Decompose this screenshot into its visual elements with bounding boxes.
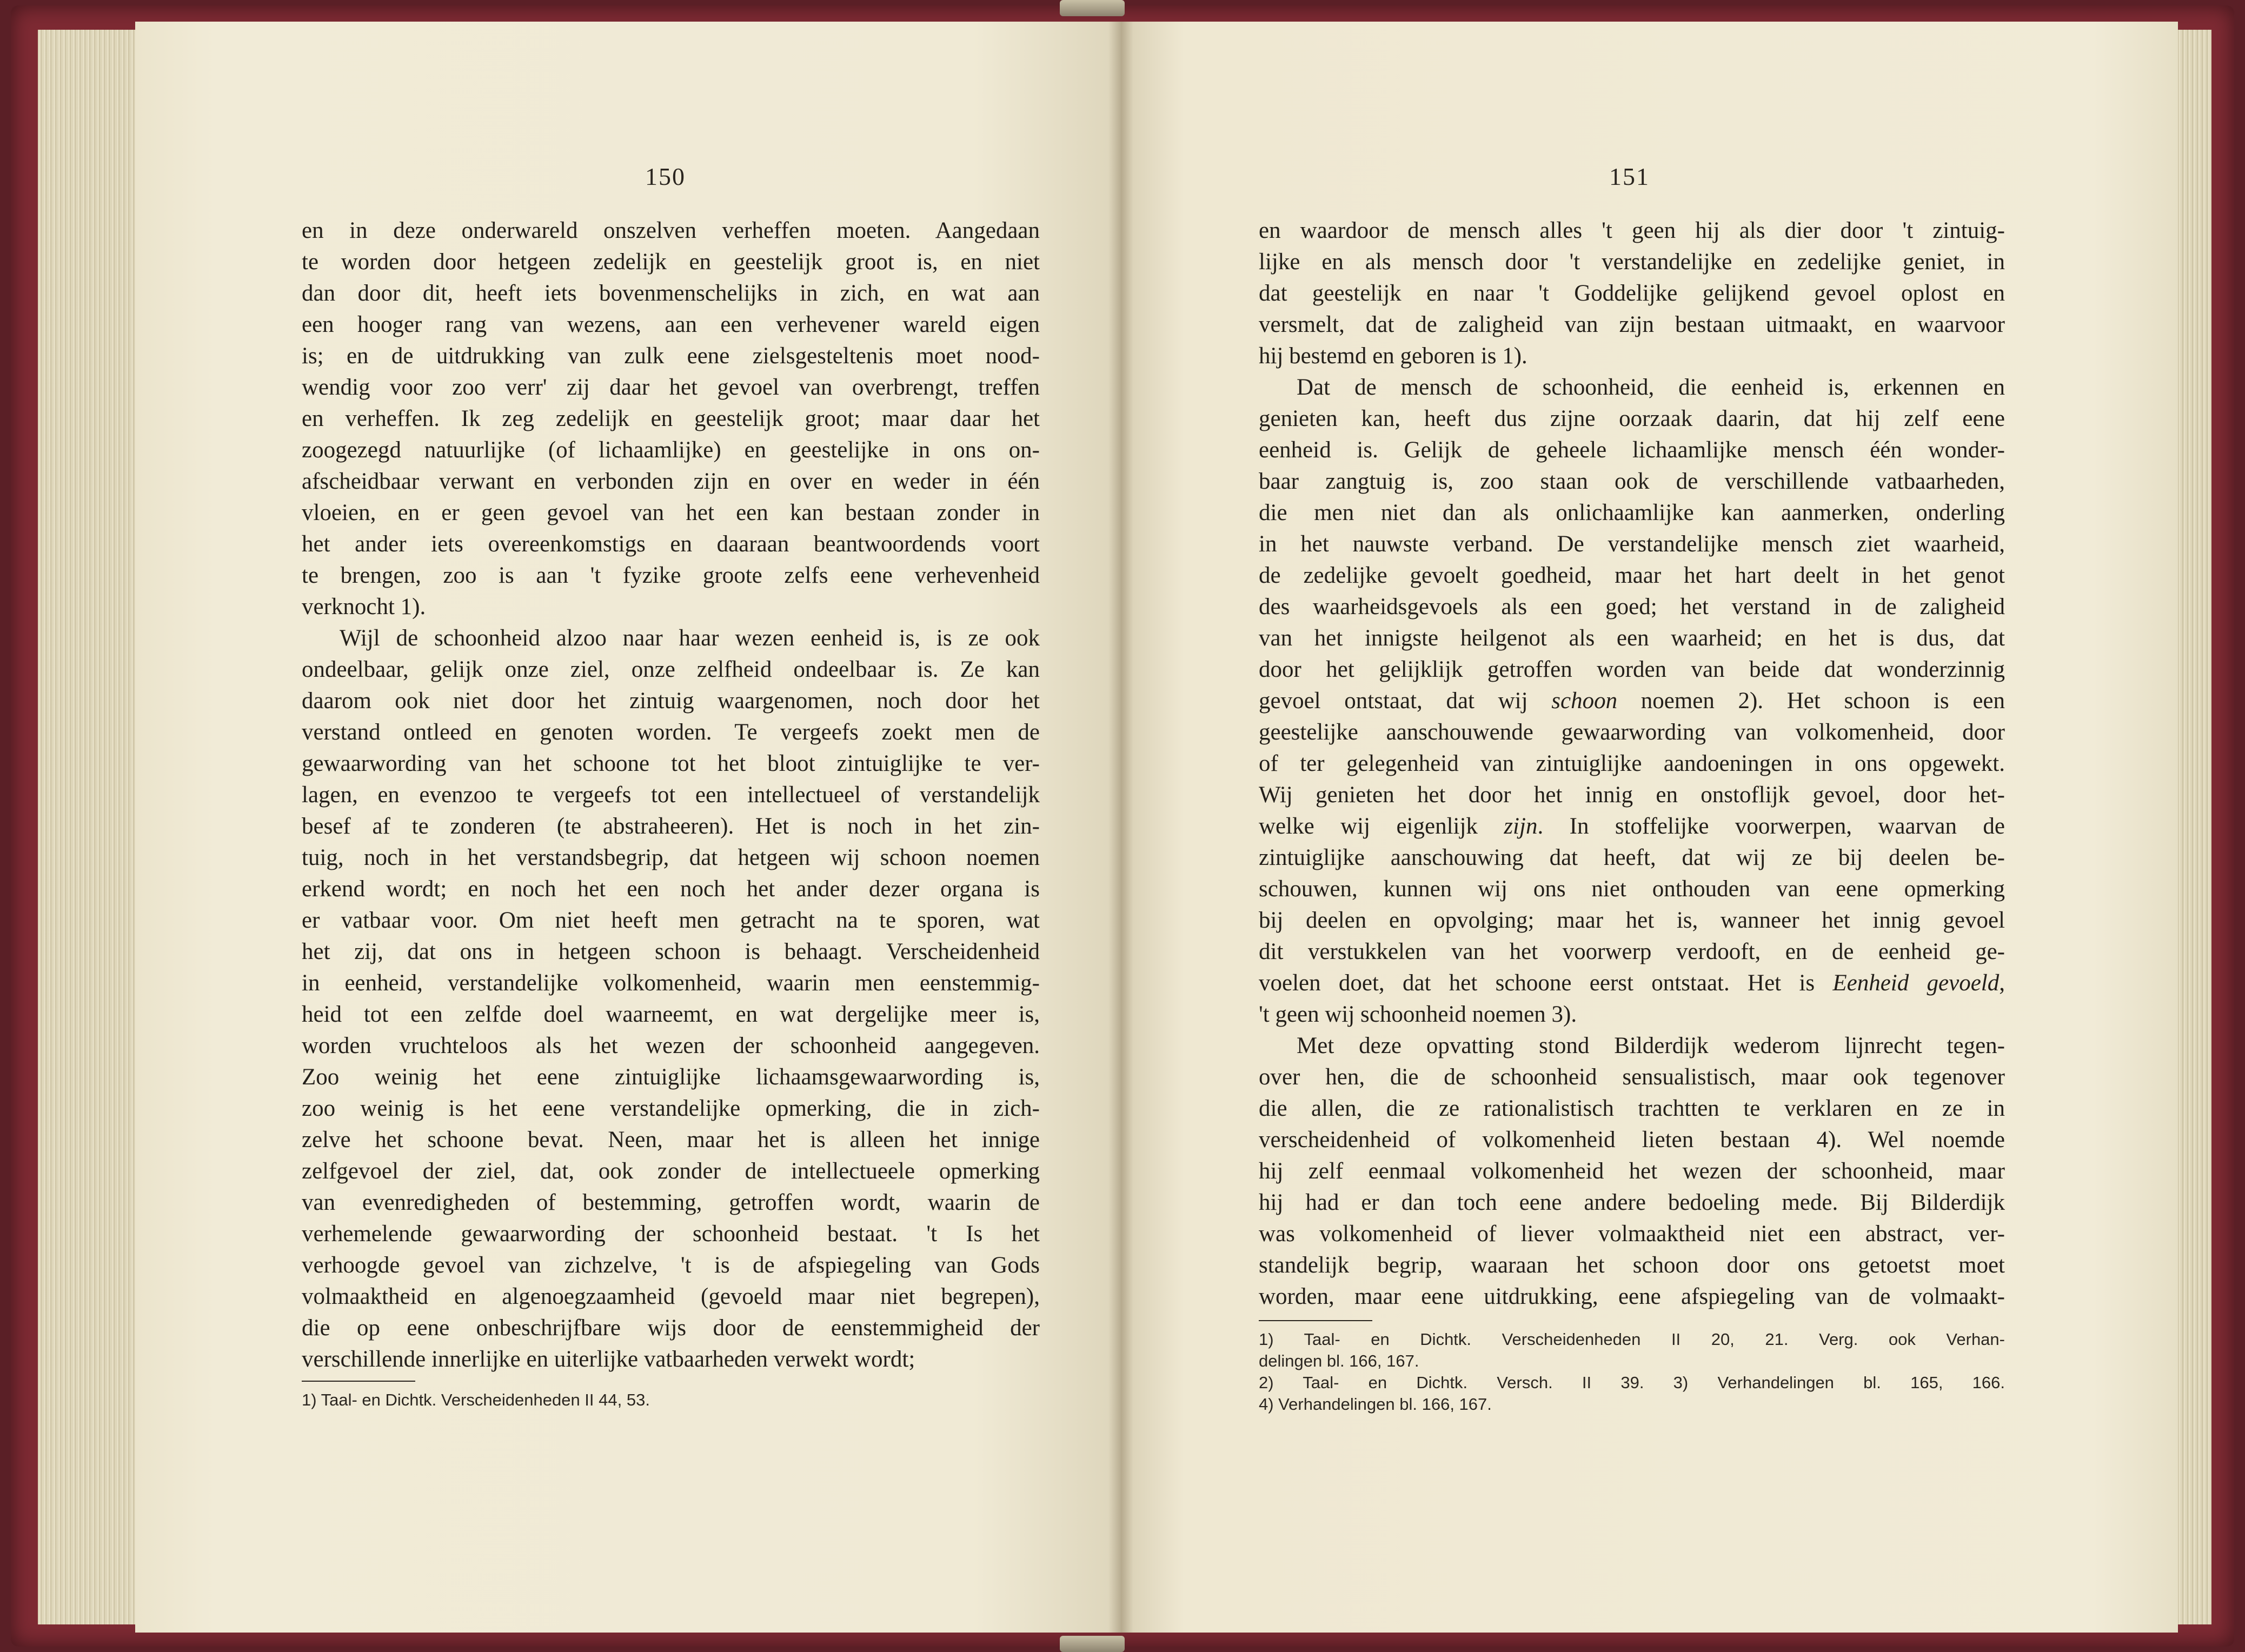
- text-line: genieten kan, heeft dus zijne oorzaak daarin, dat hij zelf eene: [1259, 406, 2005, 431]
- text-line: het zij, dat ons in hetgeen schoon is behaagt. Verscheidenheid: [302, 939, 1040, 964]
- text-line: daarom ook niet door het zintuig waargenomen, noch door het: [302, 688, 1040, 714]
- text-line: lijke en als mensch door 't verstandelijke en zedelijke geniet, in: [1259, 249, 2005, 275]
- text-line: gevoel ontstaat, dat wij schoon noemen 2). Het schoon is een: [1259, 688, 2005, 714]
- text-line: hij bestemd en geboren is 1).: [1259, 343, 1527, 369]
- footnote: 2) Taal- en Dichtk. Versch. II 39. 3) Verhandelingen bl. 165, 166.: [1259, 1373, 2005, 1392]
- text-line: lagen, en evenzoo te vergeefs tot een intellectueel of verstandelijk: [302, 782, 1040, 808]
- text-line: verhemelende gewaarwording der schoonheid bestaat. 't Is het: [302, 1221, 1040, 1247]
- text-line: te worden door hetgeen zedelijk en geestelijk groot is, en niet: [302, 249, 1040, 275]
- text-line: een hooger rang van wezens, aan een verhevener wareld eigen: [302, 312, 1040, 337]
- text-line: in eenheid, verstandelijke volkomenheid, waarin men eenstemmig-: [302, 970, 1040, 996]
- text-line: en in deze onderwareld onszelven verheffen moeten. Aangedaan: [302, 218, 1040, 243]
- page-edges-right: [2176, 30, 2211, 1624]
- text-line: was volkomenheid of liever volmaaktheid niet een abstract, ver-: [1259, 1221, 2005, 1247]
- text-line: en verheffen. Ik zeg zedelijk en geestelijk groot; maar daar het: [302, 406, 1040, 431]
- text-line: vloeien, en er geen gevoel van het een kan bestaan zonder in: [302, 500, 1040, 525]
- text-line: heid tot een zelfde doel waarneemt, en wat dergelijke meer is,: [302, 1002, 1040, 1027]
- text-line: verschillende innerlijke en uiterlijke vatbaarheden verwekt wordt;: [302, 1347, 915, 1372]
- text-line: van het innigste heilgenot als een waarheid; en het is dus, dat: [1259, 625, 2005, 651]
- text-line: dat geestelijk en naar 't Goddelijke gelijkend gevoel oplost en: [1259, 281, 2005, 306]
- text-line: erkend wordt; en noch het een noch het ander dezer organa is: [302, 876, 1040, 902]
- text-line: zoogezegd natuurlijke (of lichaamlijke) en geestelijke in ons on-: [302, 437, 1040, 463]
- text-line: worden vruchteloos als het wezen der schoonheid aangegeven.: [302, 1033, 1040, 1058]
- text-line: bij deelen en opvolging; maar het is, wanneer het innig gevoel: [1259, 908, 2005, 933]
- text-line: zelve het schoone bevat. Neen, maar het is alleen het innige: [302, 1127, 1040, 1153]
- text-line: verhoogde gevoel van zichzelve, 't is de afspiegeling van Gods: [302, 1253, 1040, 1278]
- text-line: Wijl de schoonheid alzoo naar haar wezen eenheid is, is ze ook: [340, 625, 1040, 651]
- text-line: tuig, noch in het verstandsbegrip, dat hetgeen wij schoon noemen: [302, 845, 1040, 870]
- book-gutter: [1108, 22, 1133, 1633]
- footnote: 1) Taal- en Dichtk. Verscheidenheden II 20, 21. Verg. ook Verhan-: [1259, 1330, 2005, 1349]
- text-line: verscheidenheid of volkomenheid lieten bestaan 4). Wel noemde: [1259, 1127, 2005, 1153]
- text-line: de zedelijke gevoelt goedheid, maar het hart deelt in het genot: [1259, 563, 2005, 588]
- text-line: die men niet dan als onlichaamlijke kan aanmerken, onderling: [1259, 500, 2005, 525]
- ribbon-bottom: [1060, 1636, 1125, 1652]
- text-line: verstand ontleed en genoten worden. Te vergeefs zoekt men de: [302, 720, 1040, 745]
- footnote: delingen bl. 166, 167.: [1259, 1351, 1419, 1370]
- text-line: te brengen, zoo is aan 't fyzike groote zelfs eene verhevenheid: [302, 563, 1040, 588]
- text-line: het ander iets overeenkomstigs en daaraan beantwoordends voort: [302, 531, 1040, 557]
- text-line: volmaaktheid en algenoegzaamheid (gevoeld maar niet begrepen),: [302, 1284, 1040, 1309]
- text-line: er vatbaar voor. Om niet heeft men getracht na te sporen, wat: [302, 908, 1040, 933]
- text-line: 't geen wij schoonheid noemen 3).: [1259, 1002, 1577, 1027]
- footnote: 1) Taal- en Dichtk. Verscheidenheden II 44, 53.: [302, 1390, 650, 1409]
- text-line: afscheidbaar verwant en verbonden zijn en over en weder in één: [302, 469, 1040, 494]
- left-body: [302, 215, 1040, 1375]
- text-line: standelijk begrip, waaraan het schoon door ons getoetst moet: [1259, 1253, 2005, 1278]
- text-line: welke wij eigenlijk zijn. In stoffelijke voorwerpen, waarvan de: [1259, 814, 2005, 839]
- footnote: 4) Verhandelingen bl. 166, 167.: [1259, 1395, 1492, 1414]
- text-line: die op eene onbeschrijfbare wijs door de eenstemmigheid der: [302, 1315, 1040, 1341]
- text-line: voelen doet, dat het schoone eerst ontstaat. Het is Eenheid gevoeld,: [1259, 970, 2005, 996]
- text-line: besef af te zonderen (te abstraheeren). Het is noch in het zin-: [302, 814, 1040, 839]
- text-line: eenheid is. Gelijk de geheele lichaamlijke mensch één wonder-: [1259, 437, 2005, 463]
- text-line: geestelijke aanschouwende gewaarwording van volkomenheid, door: [1259, 720, 2005, 745]
- text-line: Dat de mensch de schoonheid, die eenheid is, erkennen en: [1297, 375, 2005, 400]
- text-line: Met deze opvatting stond Bilderdijk wederom lijnrecht tegen-: [1297, 1033, 2005, 1058]
- right-footnotes: [1259, 1329, 2005, 1415]
- left-page-text: [302, 215, 1040, 1411]
- text-line: en waardoor de mensch alles 't geen hij als dier door 't zintuig-: [1259, 218, 2005, 243]
- text-line: wendig voor zoo verr' zij daar het gevoel van overbrengt, treffen: [302, 375, 1040, 400]
- text-line: in het nauwste verband. De verstandelijke mensch ziet waarheid,: [1259, 531, 2005, 557]
- page-edges-left: [38, 30, 139, 1624]
- text-line: Wij genieten het door het innig en onstoflijk gevoel, door het-: [1259, 782, 2005, 808]
- text-line: worden, maar eene uitdrukking, eene afspiegeling van de volmaakt-: [1259, 1284, 2005, 1309]
- right-page-text: [1259, 215, 2005, 1415]
- text-line: zelfgevoel der ziel, dat, ook zonder de intellectueele opmerking: [302, 1158, 1040, 1184]
- text-line: zintuiglijke aanschouwing dat heeft, dat wij ze bij deelen be-: [1259, 845, 2005, 870]
- page-number-right: 151: [1609, 163, 1650, 190]
- footnote-rule-right: [1259, 1320, 1372, 1321]
- footnote-rule-left: [302, 1381, 415, 1382]
- text-line: dan door dit, heeft iets bovenmenschelijks in zich, en wat aan: [302, 281, 1040, 306]
- text-line: hij had er dan toch eene andere bedoeling mede. Bij Bilderdijk: [1259, 1190, 2005, 1215]
- page-number-left: 150: [645, 163, 686, 190]
- text-line: baar zangtuig is, zoo staan ook de verschillende vatbaarheden,: [1259, 469, 2005, 494]
- text-line: des waarheidsgevoels als een goed; het verstand in de zaligheid: [1259, 594, 2005, 620]
- text-line: ondeelbaar, gelijk onze ziel, onze zelfheid ondeelbaar is. Ze kan: [302, 657, 1040, 682]
- text-line: hij zelf eenmaal volkomenheid het wezen der schoonheid, maar: [1259, 1158, 2005, 1184]
- text-line: zoo weinig is het eene verstandelijke opmerking, die in zich-: [302, 1096, 1040, 1121]
- text-line: door het gelijklijk getroffen worden van beide dat wonderzinnig: [1259, 657, 2005, 682]
- left-footnotes: [302, 1389, 1040, 1411]
- text-line: die allen, die ze rationalistisch trachtten te verklaren en ze in: [1259, 1096, 2005, 1121]
- text-line: schouwen, kunnen wij ons niet onthouden van eene opmerking: [1259, 876, 2005, 902]
- text-line: dit verstukkelen van het voorwerp verdooft, en de eenheid ge-: [1259, 939, 2005, 964]
- text-line: over hen, die de schoonheid sensualistisch, maar ook tegenover: [1259, 1064, 2005, 1090]
- right-body: [1259, 215, 2005, 1313]
- text-line: of ter gelegenheid van zintuiglijke aandoeningen in ons opgewekt.: [1259, 751, 2005, 776]
- text-line: van evenredigheden of bestemming, getroffen wordt, waarin de: [302, 1190, 1040, 1215]
- text-line: is; en de uitdrukking van zulk eene zielsgesteltenis moet nood-: [302, 343, 1040, 369]
- ribbon-top: [1060, 0, 1125, 16]
- text-line: gewaarwording van het schoone tot het bloot zintuiglijke te ver-: [302, 751, 1040, 776]
- text-line: Zoo weinig het eene zintuiglijke lichaamsgewaarwording is,: [302, 1064, 1040, 1090]
- text-line: verknocht 1).: [302, 594, 426, 620]
- text-line: versmelt, dat de zaligheid van zijn bestaan uitmaakt, en waarvoor: [1259, 312, 2005, 337]
